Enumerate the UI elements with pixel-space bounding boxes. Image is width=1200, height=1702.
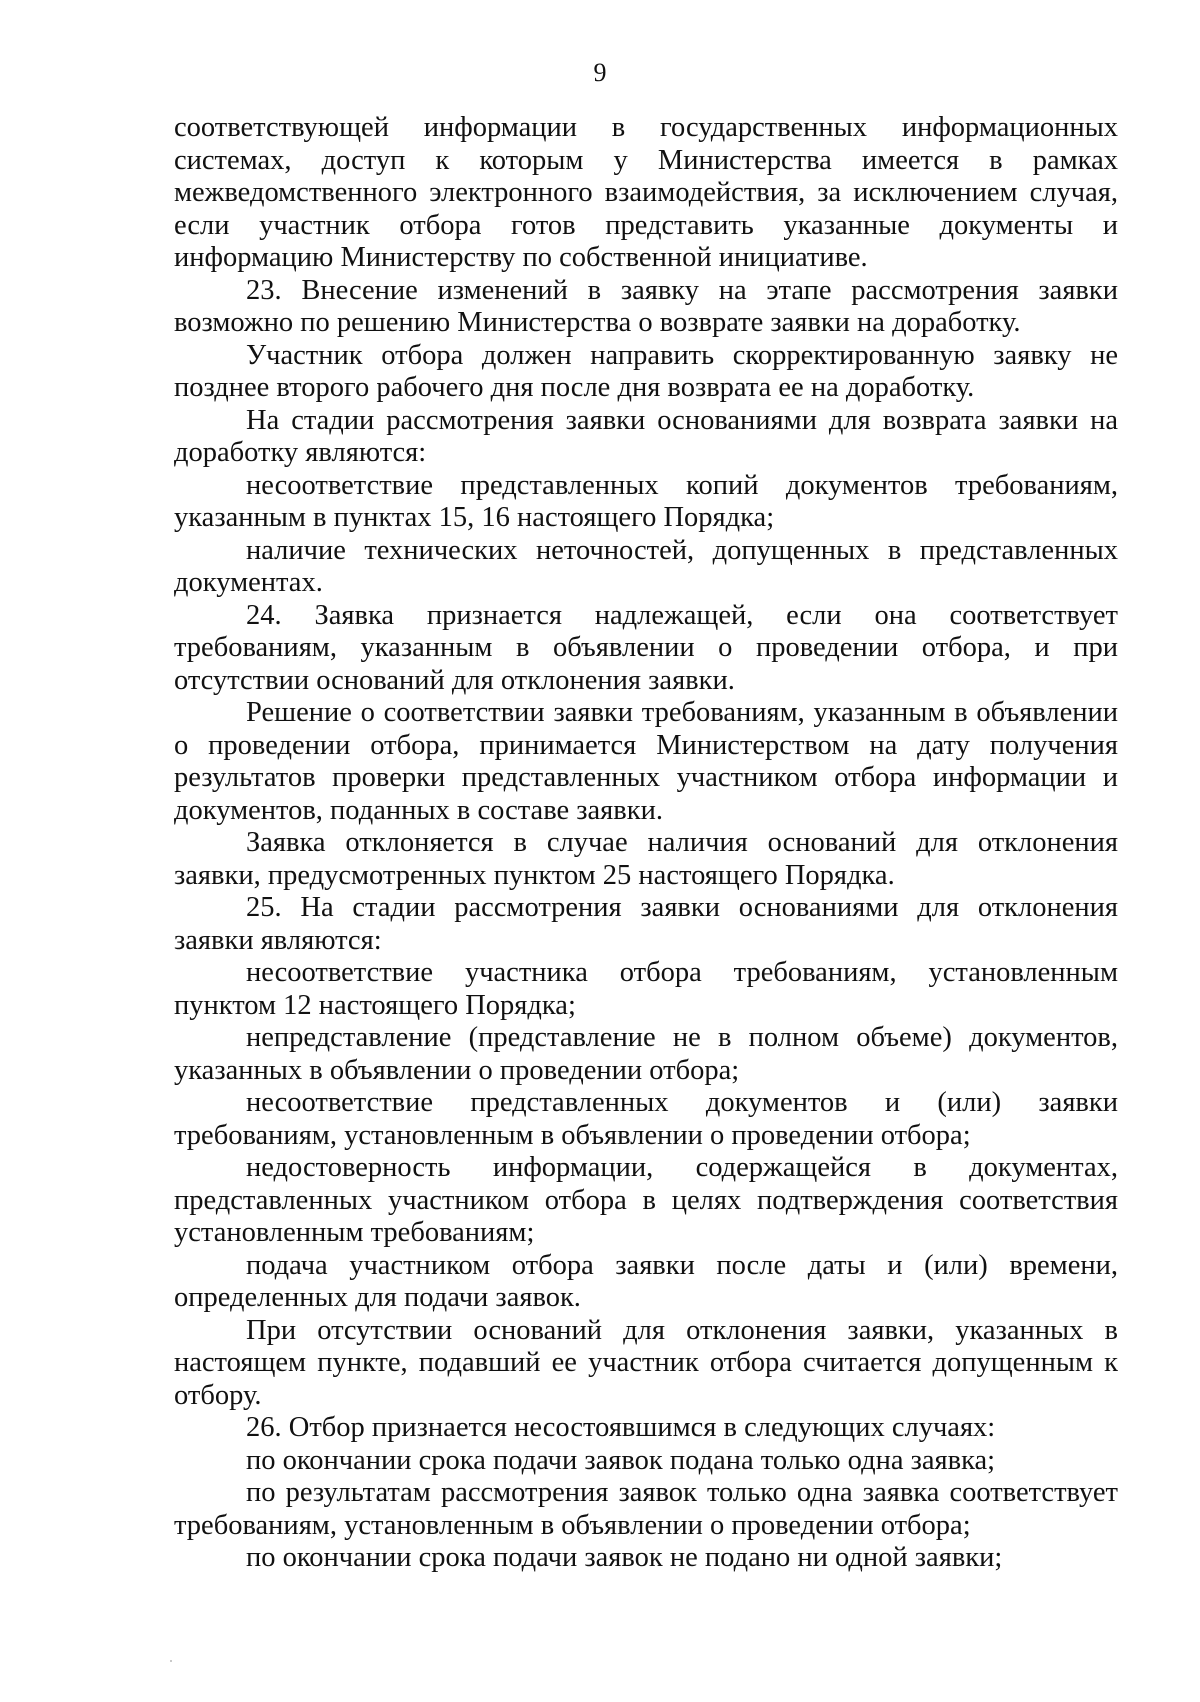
paragraph-return-ground-inaccuracies: наличие технических неточностей, допущенных в представленных документах.	[174, 534, 1118, 598]
paragraph-failed-case-no-applications: по окончании срока подачи заявок не подано ни одной заявки;	[246, 1542, 1003, 1573]
paragraph-failed-case-one-application: по окончании срока подачи заявок подана только одна заявка;	[246, 1444, 996, 1476]
paragraph-corrected-application: Участник отбора должен направить скорректированную заявку не позднее второго рабочего дня после дня возврата ее на доработку.	[174, 339, 1118, 403]
paragraph-item-26: 26. Отбор признается несостоявшимся в следующих случаях:	[246, 1412, 996, 1443]
paragraph-rejection-ground-late-submission: подача участником отбора заявки после даты и (или) времени, определенных для подачи заявок.	[174, 1249, 1118, 1313]
paragraph-rejection-ground-false-info: недостоверность информации, содержащейся в документах, представленных участником отбора в целях подтверждения соответствия установленным требованиям;	[174, 1152, 1118, 1248]
paragraph-compliance-decision: Решение о соответствии заявки требованиям, указанным в объявлении о проведении отбора, принимается Министерством на дату получения результатов проверки представленных участником отбора информации и документов, поданных в составе заявки.	[174, 697, 1118, 826]
paragraph-item-23: 23. Внесение изменений в заявку на этапе рассмотрения заявки возможно по решению Министерства о возврате заявки на доработку.	[174, 274, 1118, 338]
paragraph-item-24: 24. Заявка признается надлежащей, если она соответствует требованиям, указанным в объявлении о проведении отбора, и при отсутствии оснований для отклонения заявки.	[174, 599, 1118, 696]
paragraph-return-ground-copies: несоответствие представленных копий документов требованиям, указанным в пунктах 15, 16 настоящего Порядка;	[174, 469, 1118, 533]
paragraph-item-25: 25. На стадии рассмотрения заявки основаниями для отклонения заявки являются:	[174, 892, 1118, 956]
paragraph-rejection-ground-participant: несоответствие участника отбора требованиям, установленным пунктом 12 настоящего Порядка;	[174, 957, 1118, 1021]
paragraph-admitted-participant: При отсутствии оснований для отклонения заявки, указанных в настоящем пункте, подавший ее участник отбора считается допущенным к отбору.	[174, 1314, 1118, 1411]
document-body	[174, 112, 1118, 1575]
paragraph-continuation: соответствующей информации в государственных информационных системах, доступ к которым у Министерства имеется в рамках межведомственного электронного взаимодействия, за исключением случая, если участник отбора готов представить указанные документы и информацию Министерству по собственной инициативе.	[174, 112, 1118, 273]
scan-speck	[170, 1660, 172, 1662]
paragraph-rejection-ground-missing-docs: непредставление (представление не в полном объеме) документов, указанных в объявлении о проведении отбора;	[174, 1022, 1118, 1086]
paragraph-rejection-ground-nonconforming-docs: несоответствие представленных документов и (или) заявки требованиям, установленным в объявлении о проведении отбора;	[174, 1087, 1118, 1151]
paragraph-failed-case-one-compliant: по результатам рассмотрения заявок только одна заявка соответствует требованиям, установленным в объявлении о проведении отбора;	[174, 1477, 1118, 1541]
paragraph-return-grounds-intro: На стадии рассмотрения заявки основаниями для возврата заявки на доработку являются:	[174, 404, 1118, 468]
page-number: 9	[593, 58, 607, 87]
paragraph-rejection-reference: Заявка отклоняется в случае наличия оснований для отклонения заявки, предусмотренных пунктом 25 настоящего Порядка.	[174, 827, 1118, 891]
